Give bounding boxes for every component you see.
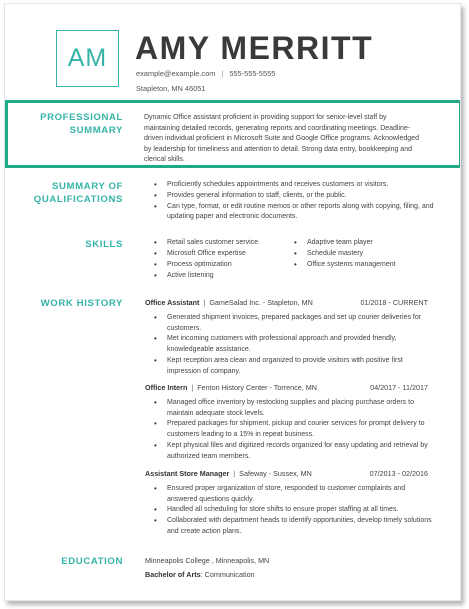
qualifications-list bbox=[144, 180, 434, 223]
list-item: • Kept reception area clean and organized to provide visitors with positive first impression of company. bbox=[144, 356, 432, 377]
email-text: example@example.com bbox=[136, 69, 216, 78]
list-item: • Ensured proper organization of store, responded to customer complaints and answered questions quickly. bbox=[144, 484, 432, 505]
job-title-row bbox=[145, 469, 428, 479]
summary-text: Dynamic Office assistant proficient in providing support for senior-level staff by maintaining detailed records, generating reports and coordinating meetings. Deadline-driven individual proficient in Microsoft Suite and Google Office programs. Acknowledged by leadership for timeliness and attention to detail. Strong data entry, bookkeeping and clerical skills. bbox=[144, 114, 419, 164]
list-item: • Office systems management bbox=[284, 260, 424, 271]
list-item: • Provides general information to staff, clients, or the public. bbox=[144, 191, 434, 202]
qualifications-heading bbox=[19, 180, 123, 206]
list-item: • Proficiently schedules appointments and receives customers or visitors. bbox=[144, 180, 434, 191]
job-role: Office Assistant bbox=[145, 298, 200, 307]
list-item: • Met incoming customers with professional approach and provided friendly, knowledgeable assistance. bbox=[144, 334, 432, 355]
list-item: • Collaborated with department heads to identify opportunities, develop timely solutions and create action plans. bbox=[144, 516, 432, 537]
summary-heading bbox=[19, 111, 123, 137]
degree-field: : Communication bbox=[200, 570, 255, 579]
job-title-row bbox=[145, 298, 428, 308]
job-separator: | bbox=[191, 383, 194, 392]
degree-label: Bachelor of Arts bbox=[145, 570, 201, 579]
job-company: GameSalad Inc. - Stapleton, MN bbox=[209, 298, 313, 307]
job-bullets bbox=[144, 313, 432, 377]
job-dates: 01/2018 - CURRENT bbox=[360, 298, 428, 307]
list-item: • Adaptive team player bbox=[284, 238, 424, 249]
education-heading: EDUCATION bbox=[61, 556, 123, 567]
job-role: Office Intern bbox=[145, 383, 188, 392]
monogram-box bbox=[56, 30, 119, 87]
job-bullets bbox=[144, 484, 432, 538]
candidate-name: AMY MERRITT bbox=[135, 30, 374, 66]
work-history-heading: WORK HISTORY bbox=[40, 298, 123, 309]
phone-text: 555-555-5555 bbox=[229, 69, 276, 78]
skills-heading: SKILLS bbox=[85, 239, 123, 250]
list-item: • Microsoft Office expertise bbox=[144, 249, 284, 260]
qualifications-heading-line2: QUALIFICATIONS bbox=[33, 194, 123, 205]
job-separator: | bbox=[233, 469, 236, 478]
skills-list-right bbox=[284, 238, 424, 271]
list-item: • Handled all scheduling for store shifts to ensure proper staffing at all times. bbox=[144, 505, 432, 516]
education-school: Minneapolis College , Minneapolis, MN bbox=[145, 556, 270, 565]
list-item: • Managed office inventory by restocking supplies and placing purchase orders to maintain adequate stock levels. bbox=[144, 398, 432, 419]
contact-separator: | bbox=[221, 69, 224, 78]
list-item: • Kept physical files and digitized records organized for easy updating and retrieval by authorized team members. bbox=[144, 441, 432, 462]
job-separator: | bbox=[203, 298, 206, 307]
address-text: Stapleton, MN 46051 bbox=[136, 84, 206, 93]
job-company: Fenton History Center - Torrence, MN bbox=[197, 383, 317, 392]
list-item: • Prepared packages for shipment, pickup and courier services for prompt delivery to customers leading to a 15% in repeat business. bbox=[144, 419, 432, 440]
skills-list-left bbox=[144, 238, 284, 282]
job-dates: 04/2017 - 11/2017 bbox=[370, 383, 428, 392]
job-dates: 07/2013 - 02/2016 bbox=[369, 469, 428, 478]
list-item: • Active listening bbox=[144, 271, 284, 282]
monogram-initials: AM bbox=[67, 44, 108, 72]
job-company: Safeway - Sussex, MN bbox=[239, 469, 312, 478]
list-item: • Can type, format, or edit routine memos or other reports along with copying, filing, and updating paper and electronic documents. bbox=[144, 202, 434, 223]
list-item: • Generated shipment invoices, prepared packages and set up courier deliveries for customers. bbox=[144, 313, 432, 334]
summary-heading-line1: PROFESSIONAL bbox=[40, 112, 123, 123]
contact-line bbox=[136, 69, 275, 78]
education-degree bbox=[145, 570, 255, 580]
job-role: Assistant Store Manager bbox=[145, 469, 230, 478]
job-bullets bbox=[144, 398, 432, 462]
summary-heading-line2: SUMMARY bbox=[69, 125, 123, 136]
list-item: • Schedule mastery bbox=[284, 249, 424, 260]
qualifications-heading-line1: SUMMARY OF bbox=[51, 181, 123, 192]
job-title-row bbox=[145, 383, 428, 393]
list-item: • Retail sales customer service bbox=[144, 238, 284, 249]
resume-page bbox=[4, 3, 461, 601]
list-item: • Process optimization bbox=[144, 260, 284, 271]
